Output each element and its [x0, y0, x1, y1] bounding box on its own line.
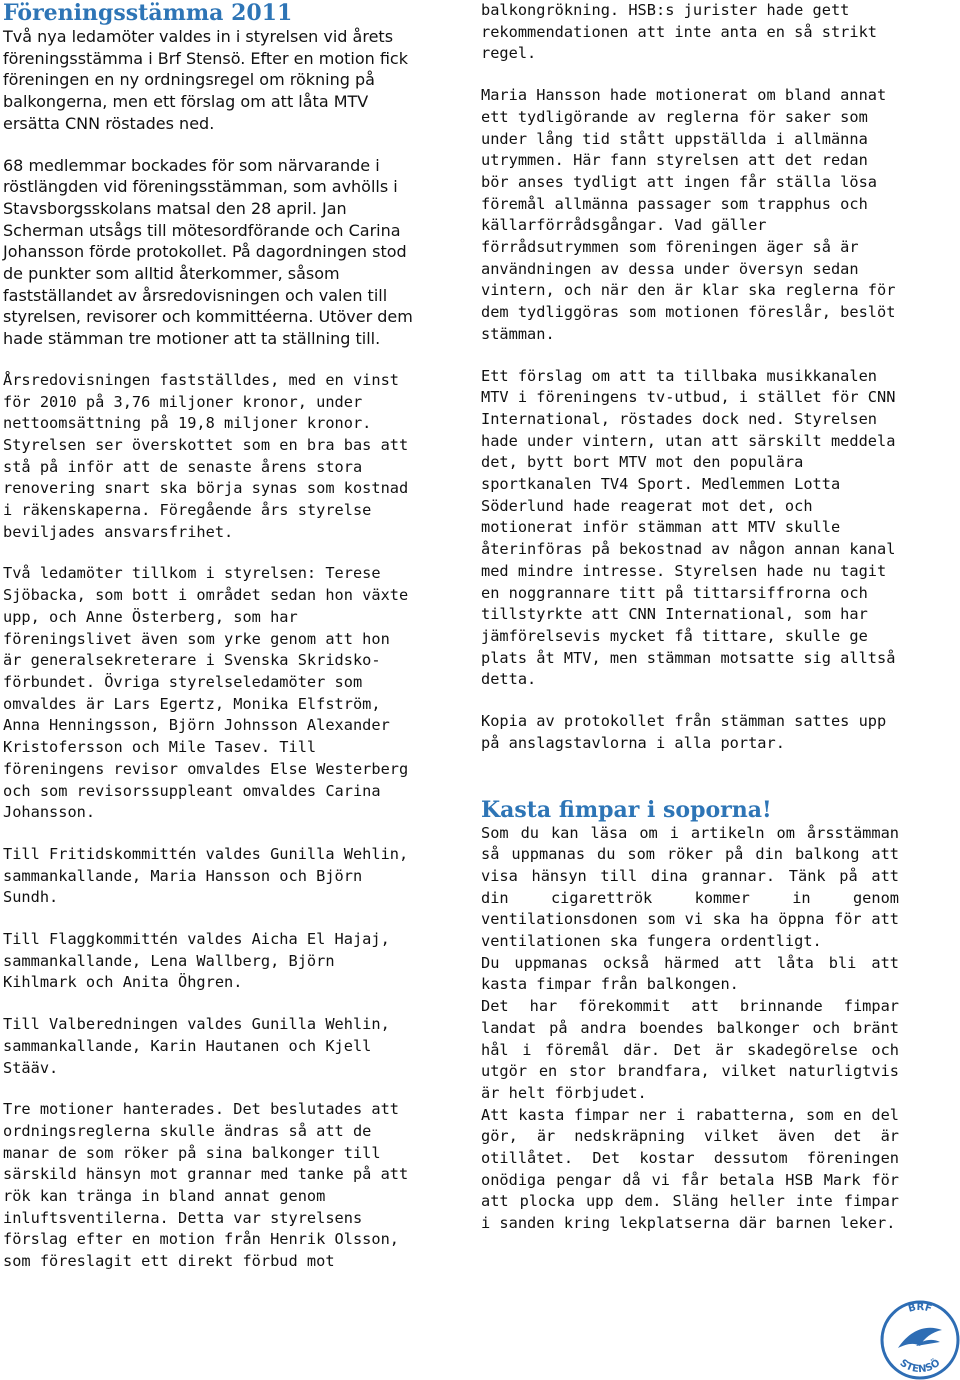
paragraph-fritidskommitten: Till Fritidskommittén valdes Gunilla Wehlin, sammankallande, Maria Hansson och Björn Sundh. [3, 844, 409, 907]
brf-stenso-logo [880, 1296, 960, 1380]
paragraph-motions: Tre motioner hanterades. Det beslutades att ordningsreglerna skulle ändras så att de manar de som röker på sina balkonger till särskild hänsyn mot grannar med tanke på att rök kan tränga in bland annat genom inluftsventilerna. Detta var styrelsens förslag efter en motion från Henrik Olsson, som föreslagit ett direkt förbud mot [3, 1100, 409, 1271]
article-lead: Två nya ledamöter valdes in i styrelsen vid årets föreningsstämma i Brf Stensö. Efter en motion fick föreningen en ny ordningsregel om rökning på balkongerna, men ett förslag om att låta MTV ersätta CNN röstades ned. [3, 27, 408, 133]
paragraph-protocol: Kopia av protokollet från stämman sattes upp på anslagstavlorna i alla portar. [481, 712, 887, 752]
paragraph-mtv: Ett förslag om att ta tillbaka musikkanalen MTV i föreningens tv-utbud, i stället för CNN International, röstades dock ned. Styrelsen hade under vintern, utan att särskilt meddela det, bytt bort MTV mot den populära sportkanalen TV4 Sport. Medlemmen Lotta Söderlund hade reagerat mot det, och motionerat inför stämman att MTV skulle återinföras på bekostnad av någon annan kanal med mindre intresse. Styrelsen hade nu tagit en noggrannare titt på tittarsiffrorna och tillstyrkte att CNN International, som har jämförelsevis mycket få tittare, skulle ge plats åt MTV, men stämman motsatte sig alltså detta. [481, 366, 896, 689]
paragraph-attendance: 68 medlemmar bockades för som närvarande i röstlängden vid föreningsstämman, som avhölls i Stavsborgsskolans matsal den 28 april. Jan Scherman utsågs till mötesordförande och Carina Johansson förde protokollet. På dagordningen stod de punkter som alltid återkommer, såsom fastställandet av årsredovisningen och valen till styrelsen, revisorer och kommittéerna. Utöver dem hade stämman tre motioner att ta ställning till. [3, 155, 413, 349]
paragraph-motion-hansson: Maria Hansson hade motionerat om bland annat ett tydligörande av reglerna för saker som under lång tid stått uppställda i allmänna utrymmen. Här fann styrelsen att det redan bör anses tydligt att ingen får ställa lösa föremål allmänna passager som trapphus och källarförrådsgångar. Vad gäller förrådsutrymmen som föreningen äger så är användningen av dessa under översyn sedan vintern, och när den är klar ska reglerna för dem tydliggöras som motionen föreslår, beslöt stämman. [481, 86, 896, 343]
fimpar-paragraph-4: Att kasta fimpar ner i rabatterna, som en del gör, är nedskräpning vilket även det är otillåtet. Det kostar dessutom föreningen onödiga pengar då vi får betala HSB Mark för att plocka upp dem. Släng heller inte fimpar i sanden kring lekplatserna där barnen leker. [481, 1105, 899, 1233]
paragraph-annual-report: Årsredovisningen fastställdes, med en vinst för 2010 på 3,76 miljoner kronor, under nettoomsättning på 19,8 miljoner kronor. Styrelsen ser överskottet som en bra bas att stå på inför att de senaste årens stora renovering snart ska börja synas som kostnad i räkenskaperna. Föregående års styrelse beviljades ansvarsfrihet. [3, 370, 409, 541]
paragraph-continued: balkongrökning. HSB:s jurister hade gett rekommendationen att inte anta en så strikt regel. [481, 1, 878, 63]
fimpar-paragraph-2: Du uppmanas också härmed att låta bli att kasta fimpar från balkongen. [481, 953, 899, 994]
fimpar-paragraph-1: Som du kan läsa om i artikeln om årsstämman så uppmanas du som röker på din balkong att visa hänsyn till dina grannar. Tänk på att din cigarettrök kommer in genom ventilationsdonen som vi ska ha öppna för att ventilationen ska fungera ordentligt. [481, 823, 899, 951]
section-title-fimpar: Kasta fimpar i soporna! [481, 796, 772, 823]
logo-text-top: BRF [907, 1301, 933, 1315]
paragraph-board: Två ledamöter tillkom i styrelsen: Terese Sjöbacka, som bott i området sedan hon växte upp, och Anne Österberg, som har föreningslivet även som yrke genom att hon är generalsekreterare i Svenska Skridsko-förbundet. Övriga styrelseledamöter som omvaldes är Lars Egertz, Monika Elfström, Anna Henningsson, Björn Johnsson Alexander Kristofersson och Mile Tasev. Till föreningens revisor omvaldes Else Westerberg och som revisorssuppleant omvaldes Carina Johansson. [3, 564, 409, 822]
paragraph-flaggkommitten: Till Flaggkommittén valdes Aicha El Hajaj, sammankallande, Lena Wallberg, Björn Kihlmark och Anita Öhgren. [3, 930, 390, 992]
left-column [3, 0, 415, 1273]
article-title: Föreningsstämma 2011 [3, 0, 293, 26]
right-column [481, 0, 899, 1235]
logo-text-bottom: STENSÖ [897, 1357, 943, 1376]
paragraph-valberedningen: Till Valberedningen valdes Gunilla Wehlin, sammankallande, Karin Hautanen och Kjell Stääv. [3, 1015, 390, 1077]
fimpar-paragraph-3: Det har förekommit att brinnande fimpar landat på andra boendes balkonger och bränt hål i föremål där. Det är skadegörelse och utgör en stor brandfara, vilket naturligtvis är helt förbjudet. [481, 997, 899, 1102]
